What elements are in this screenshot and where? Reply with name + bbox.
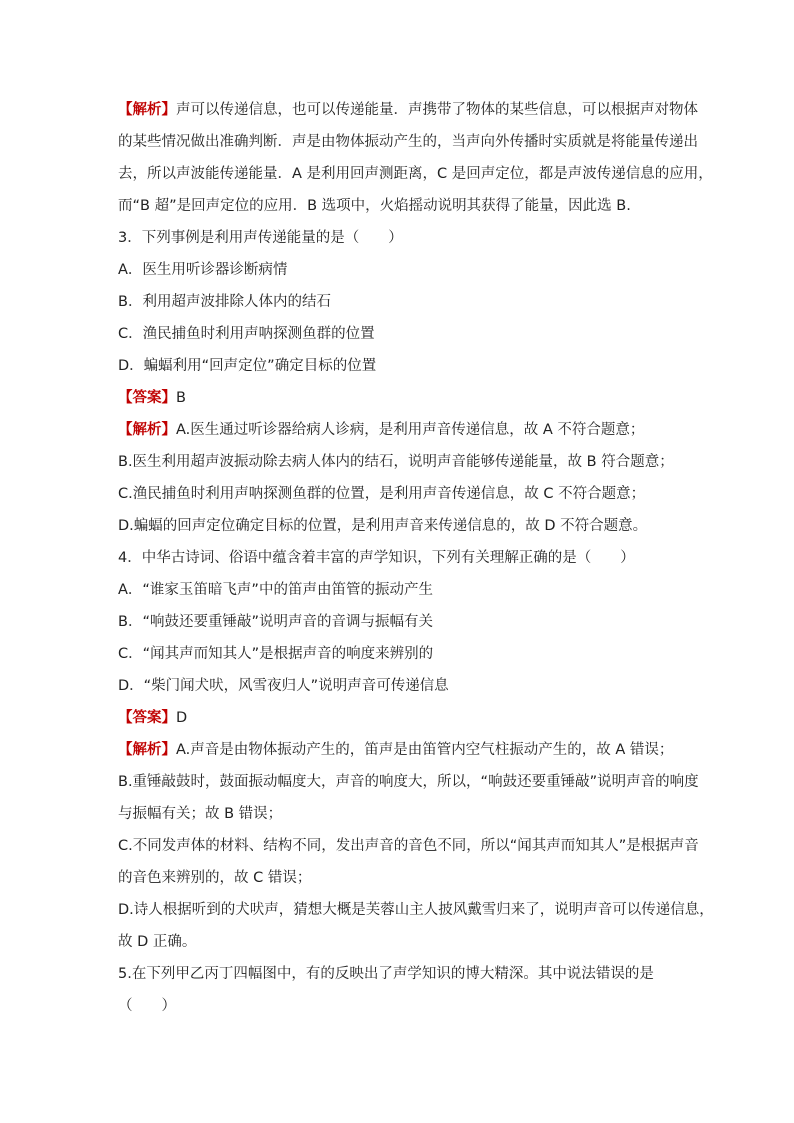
- analysis-text: A.医生通过听诊器给病人诊病，是利用声音传递信息，故 A 不符合题意；: [176, 422, 645, 438]
- question-3-analysis: [118, 414, 704, 446]
- question-4-option-a: A．“谁家玉笛暗飞声”中的笛声由笛管的振动产生: [118, 582, 433, 598]
- text-line: 的某些情况做出准确判断．声是由物体振动产生的，当声向外传播时实质就是将能量传递出: [118, 134, 698, 150]
- text-line: 去，所以声波能传递能量．A 是利用回声测距离，C 是回声定位，都是声波传递信息的应用，: [118, 166, 713, 182]
- analysis-text: A.声音是由物体振动产生的，笛声是由笛管内空气柱振动产生的，故 A 错误；: [176, 742, 674, 758]
- question-4-option-b: B．“响鼓还要重锤敲”说明声音的音调与振幅有关: [118, 614, 433, 630]
- analysis-tag: 【解析】: [118, 742, 176, 758]
- text-line: 的音色来辨别的，故 C 错误；: [118, 870, 312, 886]
- answer-tag: 【答案】: [118, 390, 176, 406]
- question-5: 5.在下列甲乙丙丁四幅图中，有的反映出了声学知识的博大精深。其中说法错误的是: [118, 966, 654, 982]
- answer-value: B: [176, 390, 186, 406]
- question-3-answer: [118, 382, 704, 414]
- text-line: 故 D 正确。: [118, 934, 197, 950]
- text-line: C.渔民捕鱼时利用声呐探测鱼群的位置，是利用声音传递信息，故 C 不符合题意；: [118, 486, 646, 502]
- question-4-analysis: [118, 734, 704, 766]
- analysis-tag: 【解析】: [118, 102, 176, 118]
- text-line: B.重锤敲鼓时，鼓面振动幅度大，声音的响度大，所以，“响鼓还要重锤敲”说明声音的响度: [118, 774, 699, 790]
- question-4-option-d: D．“柴门闻犬吠，风雪夜归人”说明声音可传递信息: [118, 678, 449, 694]
- text-line: 与振幅有关；故 B 错误；: [118, 806, 283, 822]
- answer-tag: 【答案】: [118, 710, 176, 726]
- question-4: 4．中华古诗词、俗语中蕴含着丰富的声学知识，下列有关理解正确的是（ ）: [118, 550, 635, 566]
- question-3-option-c: C．渔民捕鱼时利用声呐探测鱼群的位置: [118, 326, 375, 342]
- analysis-paragraph: [118, 94, 704, 126]
- text-line: B.医生利用超声波振动除去病人体内的结石，说明声音能够传递能量，故 B 符合题意；: [118, 454, 674, 470]
- analysis-tag: 【解析】: [118, 422, 176, 438]
- question-3: 3．下列事例是利用声传递能量的是（ ）: [118, 230, 403, 246]
- answer-value: D: [176, 710, 188, 726]
- analysis-text: 声可以传递信息，也可以传递能量．声携带了物体的某些信息，可以根据声对物体: [176, 102, 698, 118]
- question-3-option-b: B．利用超声波排除人体内的结石: [118, 294, 331, 310]
- text-line: C.不同发声体的材料、结构不同，发出声音的音色不同，所以“闻其声而知其人”是根据声音: [118, 838, 699, 854]
- text-line: D.诗人根据听到的犬吠声，猜想大概是芙蓉山主人披风戴雪归来了，说明声音可以传递信息，: [118, 902, 714, 918]
- question-3-option-d: D．蝙蝠利用“回声定位”确定目标的位置: [118, 358, 377, 374]
- question-3-option-a: A．医生用听诊器诊断病情: [118, 262, 288, 278]
- text-line: 而“B 超”是回声定位的应用．B 选项中，火焰摇动说明其获得了能量，因此选 B.: [118, 198, 631, 214]
- text-line: D.蝙蝠的回声定位确定目标的位置，是利用声音来传递信息的，故 D 不符合题意。: [118, 518, 648, 534]
- question-4-option-c: C．“闻其声而知其人”是根据声音的响度来辨别的: [118, 646, 434, 662]
- question-5-blank: （ ）: [118, 998, 176, 1014]
- question-4-answer: [118, 702, 704, 734]
